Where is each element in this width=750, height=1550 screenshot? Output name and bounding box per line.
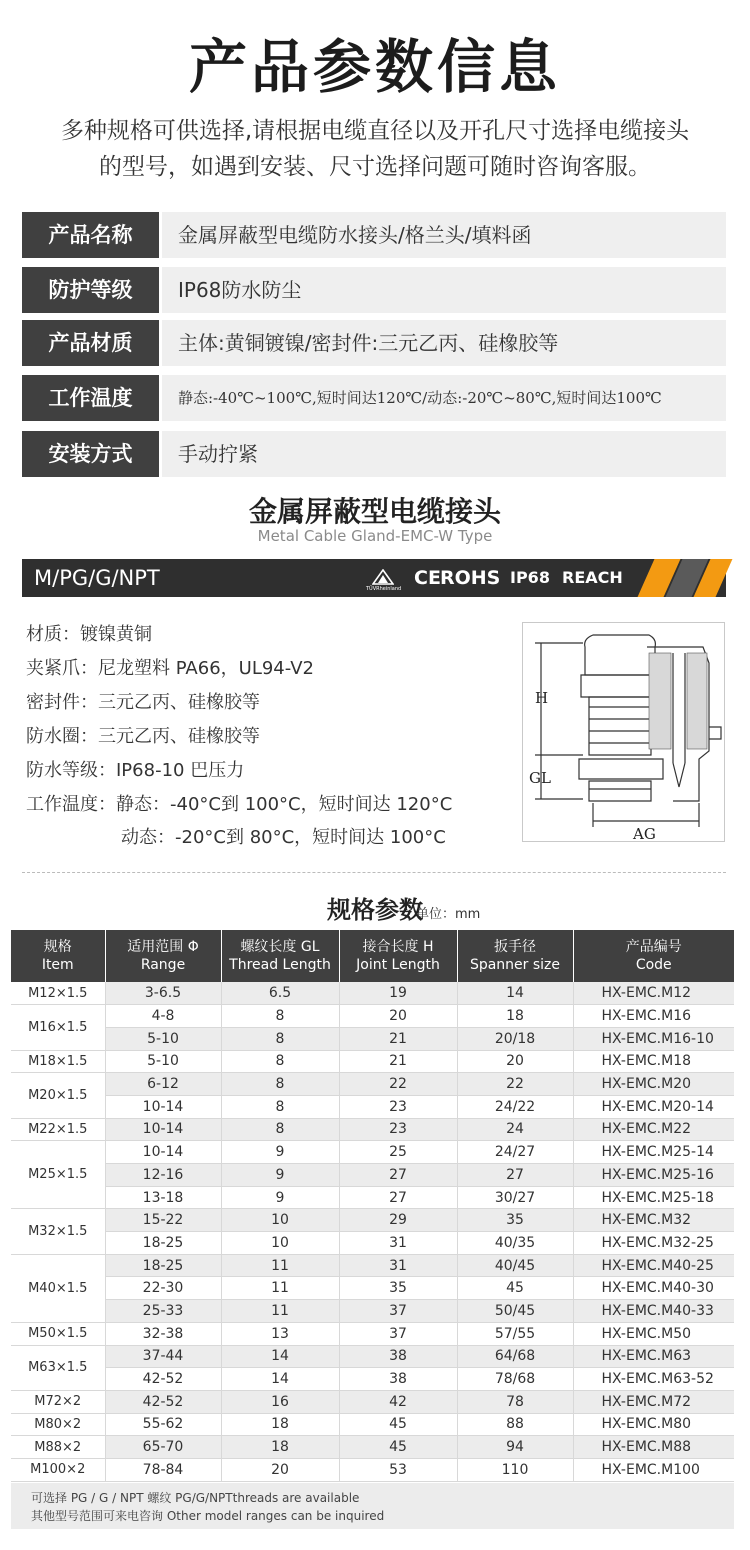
table-title: 规格参数 xyxy=(327,896,423,924)
code-cell: HX-EMC.M63-52 xyxy=(573,1368,734,1391)
thread-length-cell: 10 xyxy=(221,1209,339,1232)
spec-material xyxy=(26,620,152,646)
spec-key: 夹紧爪： xyxy=(26,658,98,679)
joint-length-cell: 35 xyxy=(339,1277,457,1300)
code-cell: HX-EMC.M25-14 xyxy=(573,1141,734,1164)
spanner-cell: 78 xyxy=(457,1390,573,1413)
joint-length-cell: 42 xyxy=(339,1390,457,1413)
model-cell: M22×1.5 xyxy=(11,1118,105,1141)
spanner-cell: 57/55 xyxy=(457,1322,573,1345)
table-row xyxy=(11,1164,734,1187)
page-title: 产品参数信息 xyxy=(188,33,561,101)
spanner-cell: 78/68 xyxy=(457,1368,573,1391)
model-cell: M40×1.5 xyxy=(11,1254,105,1322)
spec-oring xyxy=(26,722,260,748)
thread-length-cell: 8 xyxy=(221,1118,339,1141)
range-cell: 25-33 xyxy=(105,1300,221,1323)
spanner-cell: 50/45 xyxy=(457,1300,573,1323)
range-cell: 4-8 xyxy=(105,1005,221,1028)
joint-length-cell: 31 xyxy=(339,1232,457,1255)
spec-temperature xyxy=(26,790,452,816)
thread-length-cell: 11 xyxy=(221,1300,339,1323)
table-header-row xyxy=(11,930,734,982)
spanner-cell: 24/27 xyxy=(457,1141,573,1164)
table-notes xyxy=(11,1483,734,1529)
spanner-cell: 20 xyxy=(457,1050,573,1073)
column-header xyxy=(11,930,105,982)
technical-drawing xyxy=(522,622,725,842)
joint-length-cell: 37 xyxy=(339,1322,457,1345)
spec-seal xyxy=(26,688,260,714)
tuv-label: TÜVRheinland xyxy=(366,586,402,592)
model-cell: M18×1.5 xyxy=(11,1050,105,1073)
range-cell: 18-25 xyxy=(105,1232,221,1255)
model-cell: M32×1.5 xyxy=(11,1209,105,1254)
joint-length-cell: 38 xyxy=(339,1345,457,1368)
spec-temperature-dynamic xyxy=(121,823,446,849)
joint-length-cell: 53 xyxy=(339,1458,457,1481)
model-cell: M16×1.5 xyxy=(11,1005,105,1050)
joint-length-cell: 19 xyxy=(339,982,457,1005)
triangle-icon xyxy=(372,569,394,585)
spec-table xyxy=(11,930,734,1482)
divider xyxy=(22,872,726,873)
joint-length-cell: 22 xyxy=(339,1073,457,1096)
thread-length-cell: 13 xyxy=(221,1322,339,1345)
code-cell: HX-EMC.M32-25 xyxy=(573,1232,734,1255)
unit-label: 单位：mm xyxy=(416,907,481,922)
joint-length-cell: 27 xyxy=(339,1186,457,1209)
joint-length-cell: 27 xyxy=(339,1164,457,1187)
info-row-material xyxy=(22,320,726,366)
range-cell: 78-84 xyxy=(105,1458,221,1481)
spec-value: 三元乙丙、硅橡胶等 xyxy=(98,726,260,747)
joint-length-cell: 31 xyxy=(339,1254,457,1277)
info-value: 金属屏蔽型电缆防水接头/格兰头/填料函 xyxy=(162,212,726,258)
joint-length-cell: 23 xyxy=(339,1118,457,1141)
code-cell: HX-EMC.M25-16 xyxy=(573,1164,734,1187)
thread-length-cell: 9 xyxy=(221,1164,339,1187)
spanner-cell: 24 xyxy=(457,1118,573,1141)
intro-line-2: 的型号，如遇到安装、尺寸选择问题可随时咨询客服。 xyxy=(99,154,651,180)
code-cell: HX-EMC.M88 xyxy=(573,1436,734,1459)
info-row-protection xyxy=(22,267,726,313)
table-row xyxy=(11,1413,734,1436)
table-row xyxy=(11,1277,734,1300)
joint-length-cell: 21 xyxy=(339,1027,457,1050)
thread-length-cell: 16 xyxy=(221,1390,339,1413)
range-cell: 15-22 xyxy=(105,1209,221,1232)
thread-length-cell: 9 xyxy=(221,1186,339,1209)
table-row xyxy=(11,1458,734,1481)
header-cn: 螺纹长度 GL xyxy=(240,939,320,955)
column-header xyxy=(105,930,221,982)
model-cell: M100×2 xyxy=(11,1458,105,1481)
header-en: Thread Length xyxy=(229,957,331,973)
range-cell: 65-70 xyxy=(105,1436,221,1459)
table-row xyxy=(11,1390,734,1413)
intro-line-1: 多种规格可供选择,请根据电缆直径以及开孔尺寸选择电缆接头 xyxy=(60,118,690,144)
spec-value: 动态：-20°C到 80°C，短时间达 100°C xyxy=(121,827,446,848)
product-title: 金属屏蔽型电缆接头 xyxy=(248,495,501,528)
joint-length-cell: 45 xyxy=(339,1413,457,1436)
info-label: 防护等级 xyxy=(22,267,159,313)
joint-length-cell: 21 xyxy=(339,1050,457,1073)
code-cell: HX-EMC.M20-14 xyxy=(573,1095,734,1118)
header-en: Range xyxy=(140,957,186,973)
spanner-cell: 64/68 xyxy=(457,1345,573,1368)
range-cell: 10-14 xyxy=(105,1118,221,1141)
range-cell: 10-14 xyxy=(105,1095,221,1118)
table-row xyxy=(11,1300,734,1323)
info-value: 主体:黄铜镀镍/密封件:三元乙丙、硅橡胶等 xyxy=(162,320,726,366)
certification-band xyxy=(22,559,726,597)
product-subtitle: Metal Cable Gland-EMC-W Type xyxy=(257,527,493,545)
info-value: 手动拧紧 xyxy=(162,431,726,477)
column-header xyxy=(221,930,339,982)
joint-length-cell: 20 xyxy=(339,1005,457,1028)
spec-key: 材质： xyxy=(26,624,80,645)
dimension-ag: AG xyxy=(633,825,656,841)
spec-key: 防水等级： xyxy=(26,760,116,781)
ip68-mark: IP68 xyxy=(510,568,550,587)
header-cn: 扳手径 xyxy=(494,939,536,955)
column-header xyxy=(339,930,457,982)
range-cell: 22-30 xyxy=(105,1277,221,1300)
note-line: 可选择 PG / G / NPT 螺纹 PG/G/NPTthreads are available xyxy=(31,1491,360,1505)
range-cell: 37-44 xyxy=(105,1345,221,1368)
range-cell: 3-6.5 xyxy=(105,982,221,1005)
spanner-cell: 94 xyxy=(457,1436,573,1459)
header-en: Spanner size xyxy=(469,957,561,973)
header-cn: 规格 xyxy=(43,939,72,955)
code-cell: HX-EMC.M12 xyxy=(573,982,734,1005)
thread-length-cell: 18 xyxy=(221,1436,339,1459)
table-row xyxy=(11,1232,734,1255)
table-row xyxy=(11,1254,734,1277)
code-cell: HX-EMC.M40-30 xyxy=(573,1277,734,1300)
spanner-cell: 88 xyxy=(457,1413,573,1436)
header-cn: 接合长度 H xyxy=(362,939,434,955)
model-cell: M12×1.5 xyxy=(11,982,105,1005)
spec-value: 尼龙塑料 PA66，UL94-V2 xyxy=(98,658,314,679)
range-cell: 32-38 xyxy=(105,1322,221,1345)
code-cell: HX-EMC.M16 xyxy=(573,1005,734,1028)
header-cn: 适用范围 Φ xyxy=(127,939,199,955)
spanner-cell: 20/18 xyxy=(457,1027,573,1050)
spec-key: 密封件： xyxy=(26,692,98,713)
range-cell: 10-14 xyxy=(105,1141,221,1164)
code-cell: HX-EMC.M63 xyxy=(573,1345,734,1368)
table-row xyxy=(11,1073,734,1096)
ce-mark: CE xyxy=(414,567,441,589)
dimension-h: H xyxy=(535,689,549,707)
table-row xyxy=(11,1436,734,1459)
table-row xyxy=(11,982,734,1005)
table-row xyxy=(11,1368,734,1391)
model-cell: M63×1.5 xyxy=(11,1345,105,1390)
code-cell: HX-EMC.M40-25 xyxy=(573,1254,734,1277)
spanner-cell: 40/45 xyxy=(457,1254,573,1277)
model-cell: M80×2 xyxy=(11,1413,105,1436)
code-cell: HX-EMC.M40-33 xyxy=(573,1300,734,1323)
column-header xyxy=(457,930,573,982)
spec-value: IP68-10 巴压力 xyxy=(116,760,245,781)
code-cell: HX-EMC.M16-10 xyxy=(573,1027,734,1050)
dimension-gl: GL xyxy=(529,769,551,787)
range-cell: 18-25 xyxy=(105,1254,221,1277)
thread-length-cell: 8 xyxy=(221,1005,339,1028)
joint-length-cell: 37 xyxy=(339,1300,457,1323)
cable-gland-drawing xyxy=(523,623,724,841)
model-cell: M20×1.5 xyxy=(11,1073,105,1118)
model-cell: M88×2 xyxy=(11,1436,105,1459)
range-cell: 6-12 xyxy=(105,1073,221,1096)
code-cell: HX-EMC.M32 xyxy=(573,1209,734,1232)
tuv-logo xyxy=(366,569,406,593)
joint-length-cell: 38 xyxy=(339,1368,457,1391)
thread-length-cell: 14 xyxy=(221,1368,339,1391)
range-cell: 5-10 xyxy=(105,1027,221,1050)
info-row-install xyxy=(22,431,726,477)
joint-length-cell: 45 xyxy=(339,1436,457,1459)
model-cell: M72×2 xyxy=(11,1390,105,1413)
table-row xyxy=(11,1095,734,1118)
range-cell: 42-52 xyxy=(105,1390,221,1413)
code-cell: HX-EMC.M22 xyxy=(573,1118,734,1141)
spanner-cell: 110 xyxy=(457,1458,573,1481)
code-cell: HX-EMC.M20 xyxy=(573,1073,734,1096)
thread-length-cell: 18 xyxy=(221,1413,339,1436)
code-cell: HX-EMC.M18 xyxy=(573,1050,734,1073)
header-en: Item xyxy=(41,957,74,973)
joint-length-cell: 29 xyxy=(339,1209,457,1232)
thread-length-cell: 8 xyxy=(221,1095,339,1118)
range-cell: 13-18 xyxy=(105,1186,221,1209)
code-cell: HX-EMC.M25-18 xyxy=(573,1186,734,1209)
code-cell: HX-EMC.M50 xyxy=(573,1322,734,1345)
info-row-temperature xyxy=(22,375,726,421)
thread-length-cell: 8 xyxy=(221,1050,339,1073)
spanner-cell: 35 xyxy=(457,1209,573,1232)
header-en: Code xyxy=(635,957,672,973)
spanner-cell: 24/22 xyxy=(457,1095,573,1118)
model-cell: M25×1.5 xyxy=(11,1141,105,1209)
header-cn: 产品编号 xyxy=(625,939,682,955)
spanner-cell: 18 xyxy=(457,1005,573,1028)
info-label: 产品材质 xyxy=(22,320,159,366)
info-label: 工作温度 xyxy=(22,375,159,421)
info-row-name xyxy=(22,212,726,258)
spanner-cell: 30/27 xyxy=(457,1186,573,1209)
spanner-cell: 27 xyxy=(457,1164,573,1187)
spec-value: 镀镍黄铜 xyxy=(80,624,152,645)
spec-value: 静态：-40°C到 100°C，短时间达 120°C xyxy=(116,794,453,815)
range-cell: 42-52 xyxy=(105,1368,221,1391)
thread-length-cell: 8 xyxy=(221,1073,339,1096)
table-row xyxy=(11,1118,734,1141)
spanner-cell: 14 xyxy=(457,982,573,1005)
range-cell: 12-16 xyxy=(105,1164,221,1187)
table-row xyxy=(11,1050,734,1073)
thread-length-cell: 11 xyxy=(221,1254,339,1277)
thread-length-cell: 10 xyxy=(221,1232,339,1255)
code-cell: HX-EMC.M72 xyxy=(573,1390,734,1413)
column-header xyxy=(573,930,734,982)
table-row xyxy=(11,1322,734,1345)
rohs-mark: ROHS xyxy=(440,567,501,589)
spanner-cell: 45 xyxy=(457,1277,573,1300)
range-cell: 5-10 xyxy=(105,1050,221,1073)
code-cell: HX-EMC.M80 xyxy=(573,1413,734,1436)
joint-length-cell: 25 xyxy=(339,1141,457,1164)
thread-length-cell: 9 xyxy=(221,1141,339,1164)
info-label: 产品名称 xyxy=(22,212,159,258)
thread-types-label: M/PG/G/NPT xyxy=(34,566,160,590)
thread-length-cell: 20 xyxy=(221,1458,339,1481)
joint-length-cell: 23 xyxy=(339,1095,457,1118)
spanner-cell: 22 xyxy=(457,1073,573,1096)
code-cell: HX-EMC.M100 xyxy=(573,1458,734,1481)
table-row xyxy=(11,1027,734,1050)
spec-key: 工作温度： xyxy=(26,794,116,815)
header-en: Joint Length xyxy=(356,957,440,973)
model-cell: M50×1.5 xyxy=(11,1322,105,1345)
table-body xyxy=(11,982,734,1481)
thread-length-cell: 8 xyxy=(221,1027,339,1050)
table-row xyxy=(11,1345,734,1368)
spec-key: 防水圈： xyxy=(26,726,98,747)
thread-length-cell: 11 xyxy=(221,1277,339,1300)
note-line: 其他型号范围可来电咨询 Other model ranges can be inquired xyxy=(31,1509,385,1523)
spec-claw xyxy=(26,654,314,680)
spec-value: 三元乙丙、硅橡胶等 xyxy=(98,692,260,713)
table-row xyxy=(11,1005,734,1028)
spanner-cell: 40/35 xyxy=(457,1232,573,1255)
thread-length-cell: 6.5 xyxy=(221,982,339,1005)
thread-length-cell: 14 xyxy=(221,1345,339,1368)
range-cell: 55-62 xyxy=(105,1413,221,1436)
table-row xyxy=(11,1209,734,1232)
table-row xyxy=(11,1141,734,1164)
reach-mark: REACH xyxy=(562,568,623,587)
spec-waterproof xyxy=(26,756,244,782)
table-row xyxy=(11,1186,734,1209)
info-value: 静态:-40℃~100℃,短时间达120℃/动态:-20℃~80℃,短时间达100℃ xyxy=(162,375,726,421)
info-label: 安装方式 xyxy=(22,431,159,477)
info-value: IP68防水防尘 xyxy=(162,267,726,313)
